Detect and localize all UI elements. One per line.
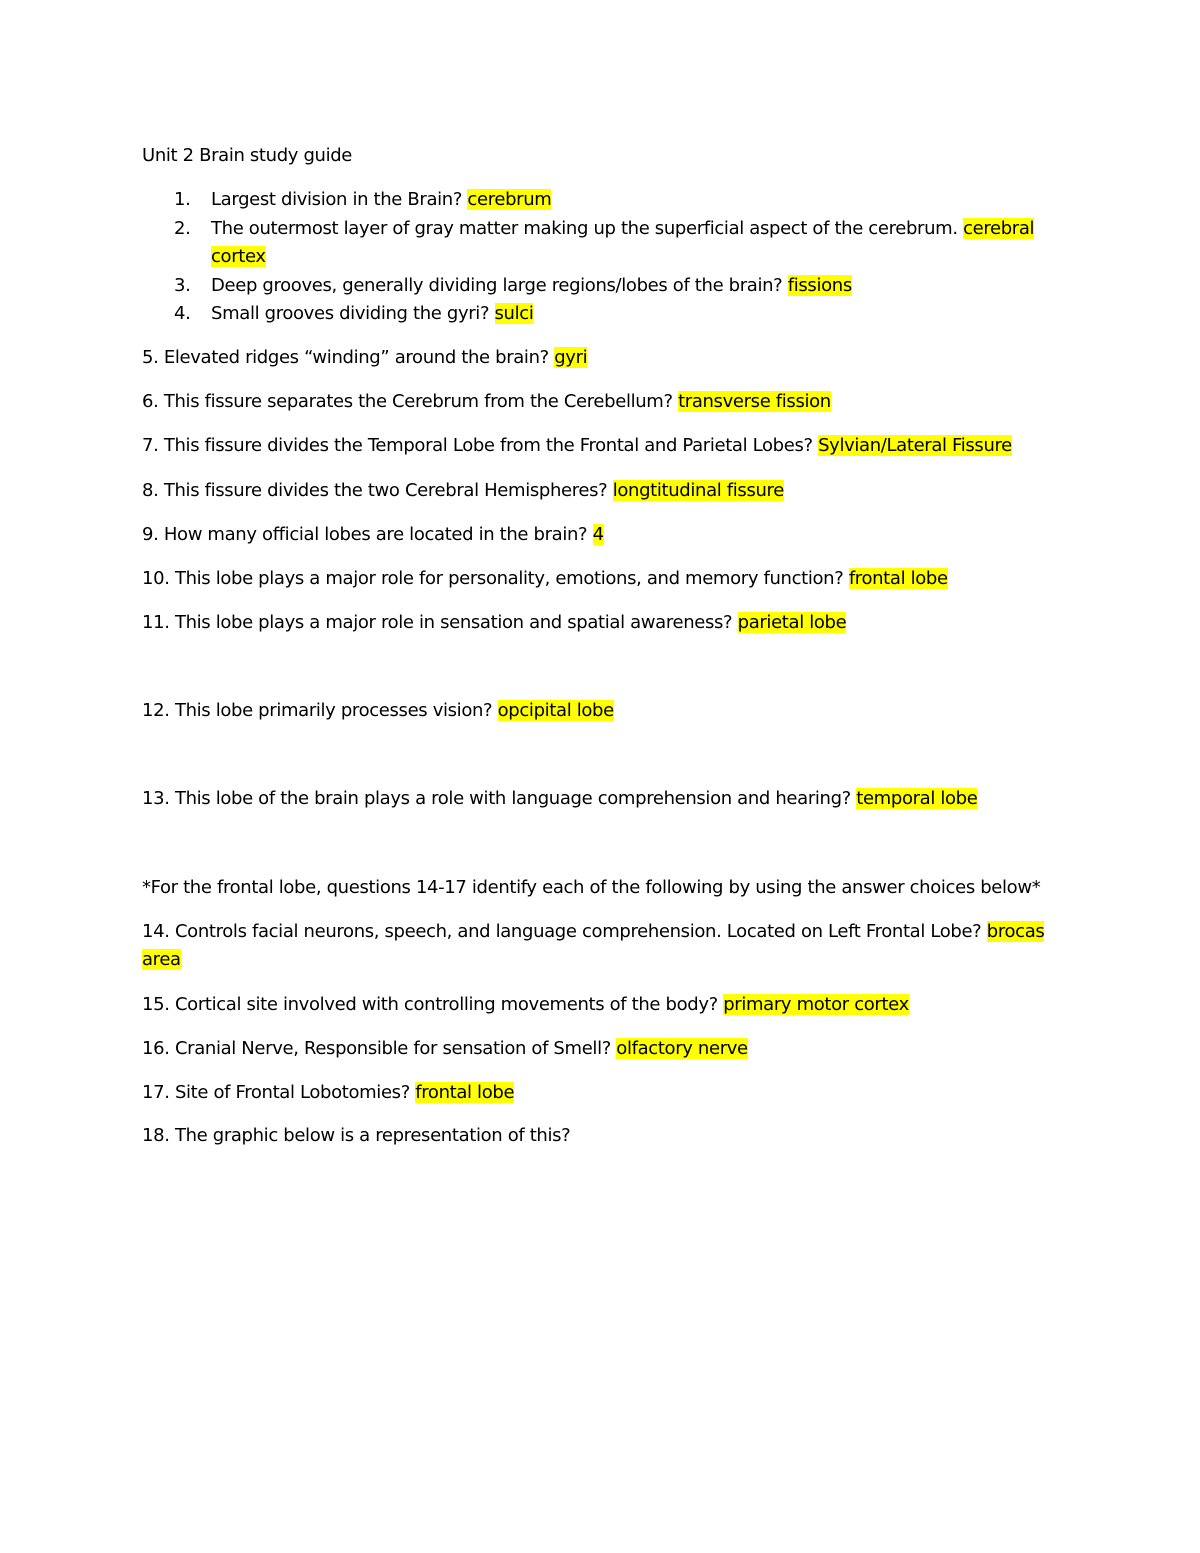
document-title: Unit 2 Brain study guide bbox=[142, 145, 353, 166]
list-item-continuation bbox=[211, 243, 266, 271]
question-line bbox=[142, 521, 604, 549]
question-text: Largest division in the Brain? bbox=[211, 189, 468, 210]
answer-highlight: cerebrum bbox=[467, 189, 552, 210]
question-text: Small grooves dividing the gyri? bbox=[211, 303, 495, 324]
question-line bbox=[142, 344, 587, 372]
list-item bbox=[211, 186, 551, 214]
answer-highlight: olfactory nerve bbox=[616, 1038, 748, 1059]
answer-highlight: temporal lobe bbox=[856, 788, 978, 809]
question-line-continuation bbox=[142, 946, 181, 974]
question-text: 12. This lobe primarily processes vision? bbox=[142, 700, 498, 721]
question-text: 16. Cranial Nerve, Responsible for sensation of Smell? bbox=[142, 1038, 617, 1059]
question-line: 18. The graphic below is a representation of this? bbox=[142, 1125, 571, 1146]
answer-highlight: brocas bbox=[986, 921, 1045, 942]
question-line bbox=[142, 432, 1012, 460]
answer-highlight: gyri bbox=[554, 347, 588, 368]
answer-highlight: cortex bbox=[211, 246, 266, 267]
question-line bbox=[142, 609, 846, 637]
question-line bbox=[142, 991, 909, 1019]
answer-highlight: longtitudinal fissure bbox=[612, 480, 784, 501]
answer-highlight: fissions bbox=[787, 275, 852, 296]
question-text: Deep grooves, generally dividing large regions/lobes of the brain? bbox=[211, 275, 788, 296]
question-line bbox=[142, 388, 831, 416]
question-text: 14. Controls facial neurons, speech, and language comprehension. Located on Left Frontal Lobe? bbox=[142, 921, 987, 942]
question-text: 13. This lobe of the brain plays a role with language comprehension and hearing? bbox=[142, 788, 857, 809]
question-text: 10. This lobe plays a major role for personality, emotions, and memory function? bbox=[142, 568, 849, 589]
question-text: 6. This fissure separates the Cerebrum from the Cerebellum? bbox=[142, 391, 679, 412]
list-number: 4. bbox=[174, 303, 191, 324]
list-number: 1. bbox=[174, 189, 191, 210]
question-text: 7. This fissure divides the Temporal Lobe from the Frontal and Parietal Lobes? bbox=[142, 435, 819, 456]
list-item bbox=[211, 215, 1034, 243]
question-text: 17. Site of Frontal Lobotomies? bbox=[142, 1082, 416, 1103]
question-text: 5. Elevated ridges “winding” around the brain? bbox=[142, 347, 555, 368]
question-line bbox=[142, 918, 1044, 946]
question-text: 9. How many official lobes are located in the brain? bbox=[142, 524, 593, 545]
answer-highlight: Sylvian/Lateral Fissure bbox=[818, 435, 1012, 456]
answer-highlight: transverse fission bbox=[678, 391, 831, 412]
question-line bbox=[142, 697, 614, 725]
question-text: 11. This lobe plays a major role in sensation and spatial awareness? bbox=[142, 612, 738, 633]
question-text: The outermost layer of gray matter making up the superficial aspect of the cerebrum. bbox=[211, 218, 964, 239]
question-line bbox=[142, 785, 977, 813]
answer-highlight: frontal lobe bbox=[848, 568, 948, 589]
answer-highlight: parietal lobe bbox=[737, 612, 847, 633]
answer-highlight: cerebral bbox=[963, 218, 1035, 239]
list-number: 2. bbox=[174, 218, 191, 239]
frontal-note: *For the frontal lobe, questions 14-17 identify each of the following by using the answer choices below* bbox=[142, 877, 1041, 898]
question-line bbox=[142, 477, 784, 505]
answer-highlight: 4 bbox=[592, 524, 604, 545]
answer-highlight: primary motor cortex bbox=[723, 994, 909, 1015]
answer-highlight: opcipital lobe bbox=[497, 700, 614, 721]
answer-highlight: frontal lobe bbox=[415, 1082, 515, 1103]
answer-highlight: sulci bbox=[494, 303, 534, 324]
list-item bbox=[211, 300, 533, 328]
question-text: 15. Cortical site involved with controlling movements of the body? bbox=[142, 994, 724, 1015]
question-line bbox=[142, 1079, 514, 1107]
question-text: 8. This fissure divides the two Cerebral Hemispheres? bbox=[142, 480, 613, 501]
list-item bbox=[211, 272, 852, 300]
question-line bbox=[142, 565, 948, 593]
answer-highlight: area bbox=[142, 949, 181, 970]
question-line bbox=[142, 1035, 748, 1063]
list-number: 3. bbox=[174, 275, 191, 296]
